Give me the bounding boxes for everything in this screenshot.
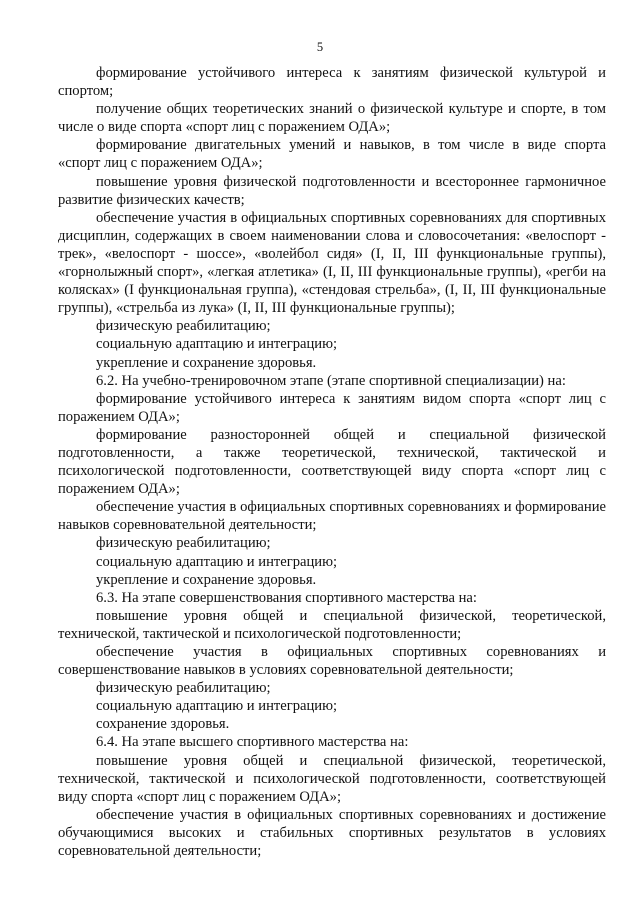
section-heading-6-2: 6.2. На учебно-тренировочном этапе (этапе спортивной специализации) на: — [96, 372, 566, 389]
paragraph: социальную адаптацию и интеграцию; — [96, 698, 338, 715]
paragraph: получение общих теоретических знаний о физической культуре и спорте, в том числе о виде спорта «спорт лиц с поражением ОДА»; — [58, 101, 606, 136]
paragraph: обеспечение участия в официальных спортивных соревнованиях и совершенствование навыков в условиях соревновательной деятельности; — [58, 644, 606, 679]
paragraph: социальную адаптацию и интеграцию; — [96, 336, 338, 353]
section-heading-6-4: 6.4. На этапе высшего спортивного мастерства на: — [96, 734, 409, 751]
paragraph: физическую реабилитацию; — [96, 680, 271, 697]
paragraph: повышение уровня общей и специальной физической, теоретической, технической, тактической и психологической подготовленности; — [58, 607, 606, 642]
paragraph: укрепление и сохранение здоровья. — [96, 571, 317, 588]
paragraph: повышение уровня общей и специальной физической, теоретической, технической, тактической и психологической подготовленности, соответствующей виду спорта «спорт лиц с поражением ОДА»; — [58, 752, 606, 805]
paragraph: обеспечение участия в официальных спортивных соревнованиях и формирование навыков соревновательной деятельности; — [58, 499, 606, 534]
paragraph: формирование разносторонней общей и специальной физической подготовленности, а также теоретической, технической, тактической и психологической подготовленности, соответствующей виду спорта «спорт лиц с поражением ОДА»; — [58, 426, 606, 498]
paragraph: формирование устойчивого интереса к занятиям видом спорта «спорт лиц с поражением ОДА»; — [58, 390, 606, 425]
paragraph: социальную адаптацию и интеграцию; — [96, 553, 338, 570]
paragraph: обеспечение участия в официальных спортивных соревнованиях и достижение обучающимися высоких и стабильных спортивных результатов в условиях соревновательной деятельности; — [58, 806, 606, 860]
section-heading-6-3: 6.3. На этапе совершенствования спортивного мастерства на: — [96, 589, 477, 606]
paragraph: сохранение здоровья. — [96, 716, 230, 733]
page-number: 5 — [316, 40, 324, 54]
paragraph: физическую реабилитацию; — [96, 535, 271, 552]
document-body — [58, 64, 606, 860]
paragraph: повышение уровня физической подготовленности и всестороннее гармоничное развитие физических качеств; — [58, 173, 606, 208]
paragraph: укрепление и сохранение здоровья. — [96, 354, 317, 371]
paragraph: формирование устойчивого интереса к занятиям физической культурой и спортом; — [58, 65, 606, 100]
paragraph: обеспечение участия в официальных спортивных соревнованиях для спортивных дисциплин, содержащих в своем наименовании слова и словосочетания: «велоспорт - трек», «велоспорт - шоссе», «волейбол сидя» (I, II, III функциональные группы), «горнолыжный спорт», «легкая атлетика» (I, II, III функциональные группы), «регби на колясках» (I функциональная группа), «стендовая стрельба», (I, II, III функциональные группы), «стрельба из лука» (I, II, III функциональные группы); — [58, 209, 606, 317]
paragraph: физическую реабилитацию; — [96, 318, 271, 335]
paragraph: формирование двигательных умений и навыков, в том числе в виде спорта «спорт лиц с поражением ОДА»; — [58, 137, 606, 172]
